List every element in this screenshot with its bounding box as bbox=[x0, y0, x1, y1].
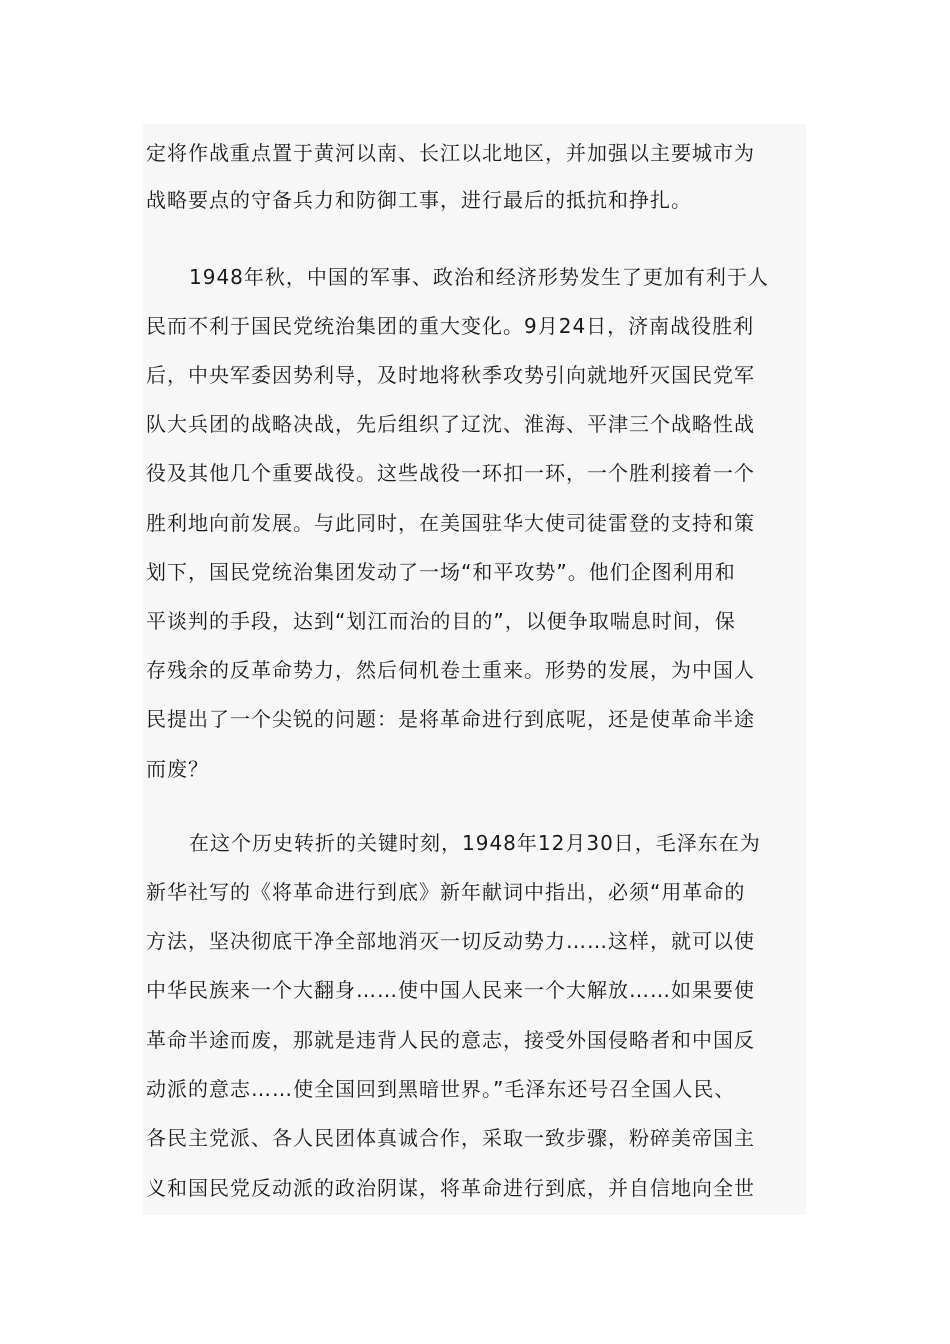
paragraph-3-line-6: 动派的意志……使全国回到黑暗世界。”毛泽东还号召全国人民、 bbox=[146, 1077, 736, 1101]
paragraph-3-line-1: 在这个历史转折的关键时刻，1948年12月30日，毛泽东在为 bbox=[189, 831, 761, 855]
paragraph-2-line-8: 平谈判的手段，达到“划江而治的目的”，以便争取喘息时间，保 bbox=[146, 609, 736, 633]
paragraph-2-line-2: 民而不利于国民党统治集团的重大变化。9月24日，济南战役胜利 bbox=[146, 314, 755, 338]
paragraph-3-line-2: 新华社写的《将革命进行到底》新年献词中指出，必须“用革命的 bbox=[146, 880, 746, 904]
paragraph-2-line-3: 后，中央军委因势利导，及时地将秋季攻势引向就地歼灭国民党军 bbox=[146, 363, 755, 387]
paragraph-2-line-10: 民提出了一个尖锐的问题：是将革命进行到底呢，还是使革命半途 bbox=[146, 707, 755, 731]
paragraph-3-line-4: 中华民族来一个大翻身……使中国人民来一个大解放……如果要使 bbox=[146, 978, 755, 1002]
paragraph-2-line-4: 队大兵团的战略决战，先后组织了辽沈、淮海、平津三个战略性战 bbox=[146, 412, 755, 436]
paragraph-1-line-2: 战略要点的守备兵力和防御工事，进行最后的抵抗和挣扎。 bbox=[146, 188, 692, 212]
paragraph-3-line-7: 各民主党派、各人民团体真诚合作，采取一致步骤，粉碎美帝国主 bbox=[146, 1126, 755, 1150]
paragraph-2-line-7: 划下，国民党统治集团发动了一场“和平攻势”。他们企图利用和 bbox=[146, 560, 736, 584]
paragraph-2-line-1: 1948年秋，中国的军事、政治和经济形势发生了更加有利于人 bbox=[189, 265, 769, 289]
paragraph-2-line-5: 役及其他几个重要战役。这些战役一环扣一环，一个胜利接着一个 bbox=[146, 461, 755, 485]
paragraph-2-line-11: 而废？ bbox=[146, 757, 209, 781]
paragraph-1-line-1: 定将作战重点置于黄河以南、长江以北地区，并加强以主要城市为 bbox=[146, 141, 755, 165]
paragraph-2-line-9: 存残余的反革命势力，然后伺机卷土重来。形势的发展，为中国人 bbox=[146, 658, 755, 682]
paragraph-3-line-3: 方法，坚决彻底干净全部地消灭一切反动势力……这样，就可以使 bbox=[146, 929, 755, 953]
paragraph-2-line-6: 胜利地向前发展。与此同时，在美国驻华大使司徒雷登的支持和策 bbox=[146, 511, 755, 535]
paragraph-3-line-5: 革命半途而废，那就是违背人民的意志，接受外国侵略者和中国反 bbox=[146, 1028, 755, 1052]
paragraph-3-line-8: 义和国民党反动派的政治阴谋，将革命进行到底，并自信地向全世 bbox=[146, 1176, 755, 1200]
